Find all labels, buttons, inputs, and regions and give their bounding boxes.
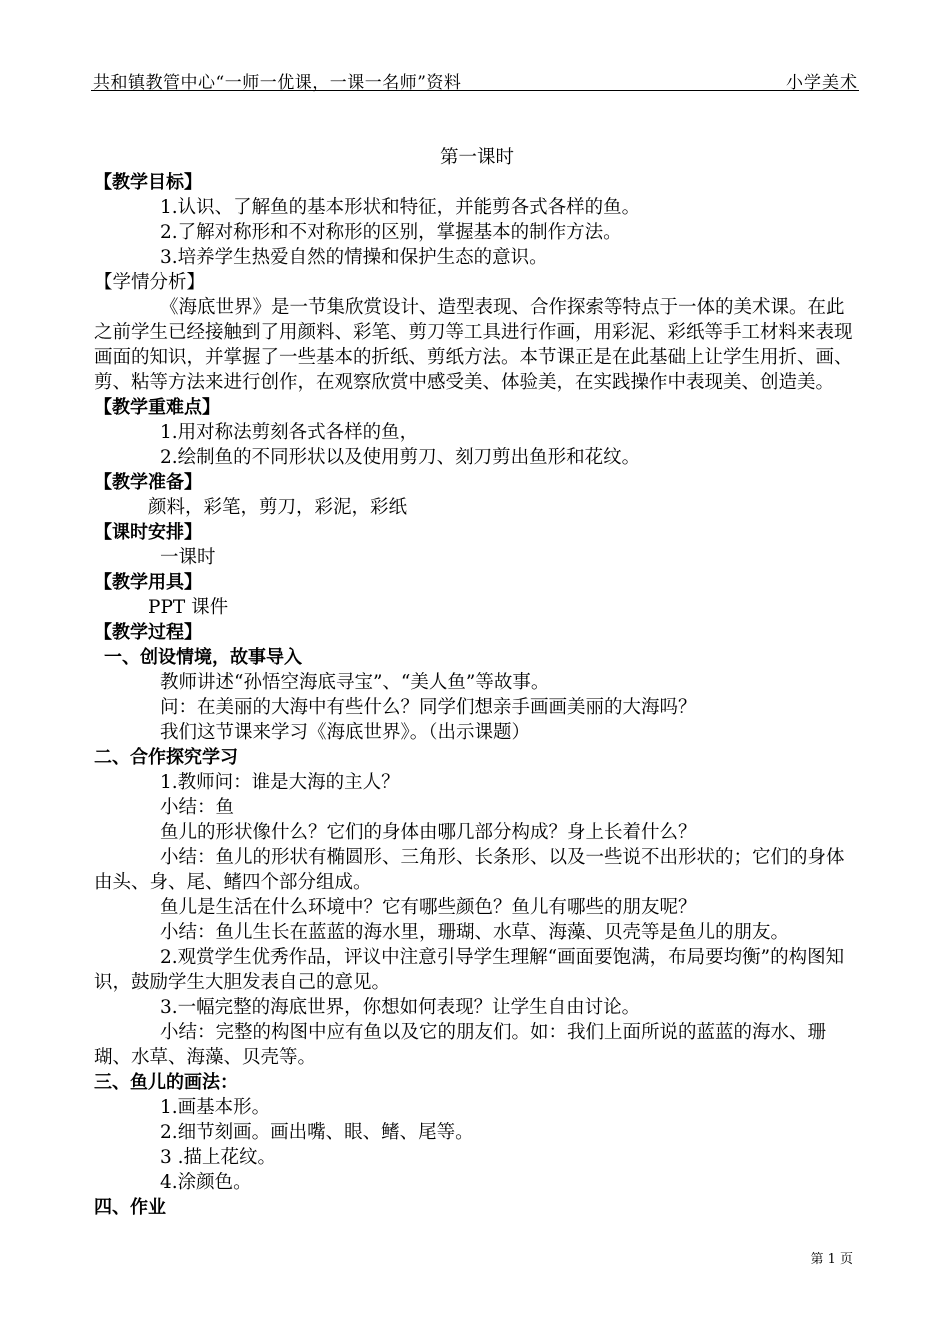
document-body	[94, 145, 860, 1220]
section-1-line: 我们这节课来学习《海底世界》。（出示课题）	[160, 722, 531, 743]
tools-heading: 【教学用具】	[94, 572, 202, 593]
section-2-summary: 小结：完整的构图中应有鱼以及它的朋友们。如：我们上面所说的蓝蓝的海水、珊瑚、水草、海藻、贝壳等。	[94, 1022, 827, 1068]
section-2-summary: 小结：鱼	[160, 797, 235, 818]
section-3-step: 4.涂颜色。	[160, 1172, 252, 1193]
section-2-summary: 小结：鱼儿的形状有椭圆形、三角形、长条形、以及一些说不出形状的；它们的身体由头、身、尾、鳍四个部分组成。	[94, 847, 845, 893]
section-3-heading: 三、鱼儿的画法：	[94, 1072, 238, 1093]
section-2-summary: 小结：鱼儿生长在蓝蓝的海水里，珊瑚、水草、海藻、贝壳等是鱼儿的朋友。	[160, 922, 790, 943]
section-2-paragraph: 3.一幅完整的海底世界，你想如何表现？让学生自由讨论。	[160, 997, 641, 1018]
header-left-text: 共和镇教管中心“一师一优课，一课一名师”资料	[93, 73, 462, 93]
section-1-line: 教师讲述“孙悟空海底寻宝”、“美人鱼”等故事。	[160, 672, 550, 693]
section-3-step: 2.细节刻画。画出嘴、眼、鳍、尾等。	[160, 1122, 474, 1143]
keypoints-heading: 【教学重难点】	[94, 397, 220, 418]
schedule-text: 一课时	[160, 547, 216, 568]
section-1-line: 问：在美丽的大海中有些什么？同学们想亲手画画美丽的大海吗？	[160, 697, 697, 718]
keypoint-item: 2.绘制鱼的不同形状以及使用剪刀、刻刀剪出鱼形和花纹。	[160, 447, 641, 468]
goal-item: 2.了解对称形和不对称形的区别，掌握基本的制作方法。	[160, 222, 622, 243]
header-rule	[91, 90, 859, 91]
section-2-question: 1.教师问：谁是大海的主人？	[160, 772, 400, 793]
process-heading: 【教学过程】	[94, 622, 202, 643]
preparation-heading: 【教学准备】	[94, 472, 202, 493]
page-number: 第 1 页	[810, 1252, 853, 1267]
header-right-text: 小学美术	[786, 73, 858, 93]
preparation-text: 颜料，彩笔，剪刀，彩泥，彩纸	[148, 497, 408, 518]
goal-item: 1.认识、了解鱼的基本形状和特征，并能剪各式各样的鱼。	[160, 197, 641, 218]
section-2-heading: 二、合作探究学习	[94, 747, 238, 768]
tools-text: PPT 课件	[148, 597, 229, 618]
section-2-question: 鱼儿是生活在什么环境中？它有哪些颜色？鱼儿有哪些的朋友呢？	[160, 897, 697, 918]
goals-heading: 【教学目标】	[94, 172, 202, 193]
page-title: 第一课时	[439, 147, 514, 168]
section-2-paragraph: 2.观赏学生优秀作品，评议中注意引导学生理解“画面要饱满，布局要均衡”的构图知识，鼓励学生大胆发表自己的意见。	[94, 947, 845, 993]
section-1-heading: 一、创设情境，故事导入	[104, 647, 302, 668]
section-3-step: 3 .描上花纹。	[160, 1147, 277, 1168]
keypoint-item: 1.用对称法剪刻各式各样的鱼，	[160, 422, 419, 443]
analysis-paragraph: 《海底世界》是一节集欣赏设计、造型表现、合作探索等特点于一体的美术课。在此之前学生已经接触到了用颜料、彩笔、剪刀等工具进行作画，用彩泥、彩纸等手工材料来表现画面的知识，并掌握了一些基本的折纸、剪纸方法。本节课正是在此基础上让学生用折、画、剪、粘等方法来进行创作，在观察欣赏中感受美、体验美，在实践操作中表现美、创造美。	[94, 297, 853, 393]
section-2-question: 鱼儿的形状像什么？它们的身体由哪几部分构成？身上长着什么？	[160, 822, 697, 843]
section-3-step: 1.画基本形。	[160, 1097, 271, 1118]
analysis-heading: 【学情分析】	[94, 272, 206, 293]
schedule-heading: 【课时安排】	[94, 522, 202, 543]
section-4-heading: 四、作业	[94, 1197, 166, 1218]
goal-item: 3.培养学生热爱自然的情操和保护生态的意识。	[160, 247, 548, 268]
